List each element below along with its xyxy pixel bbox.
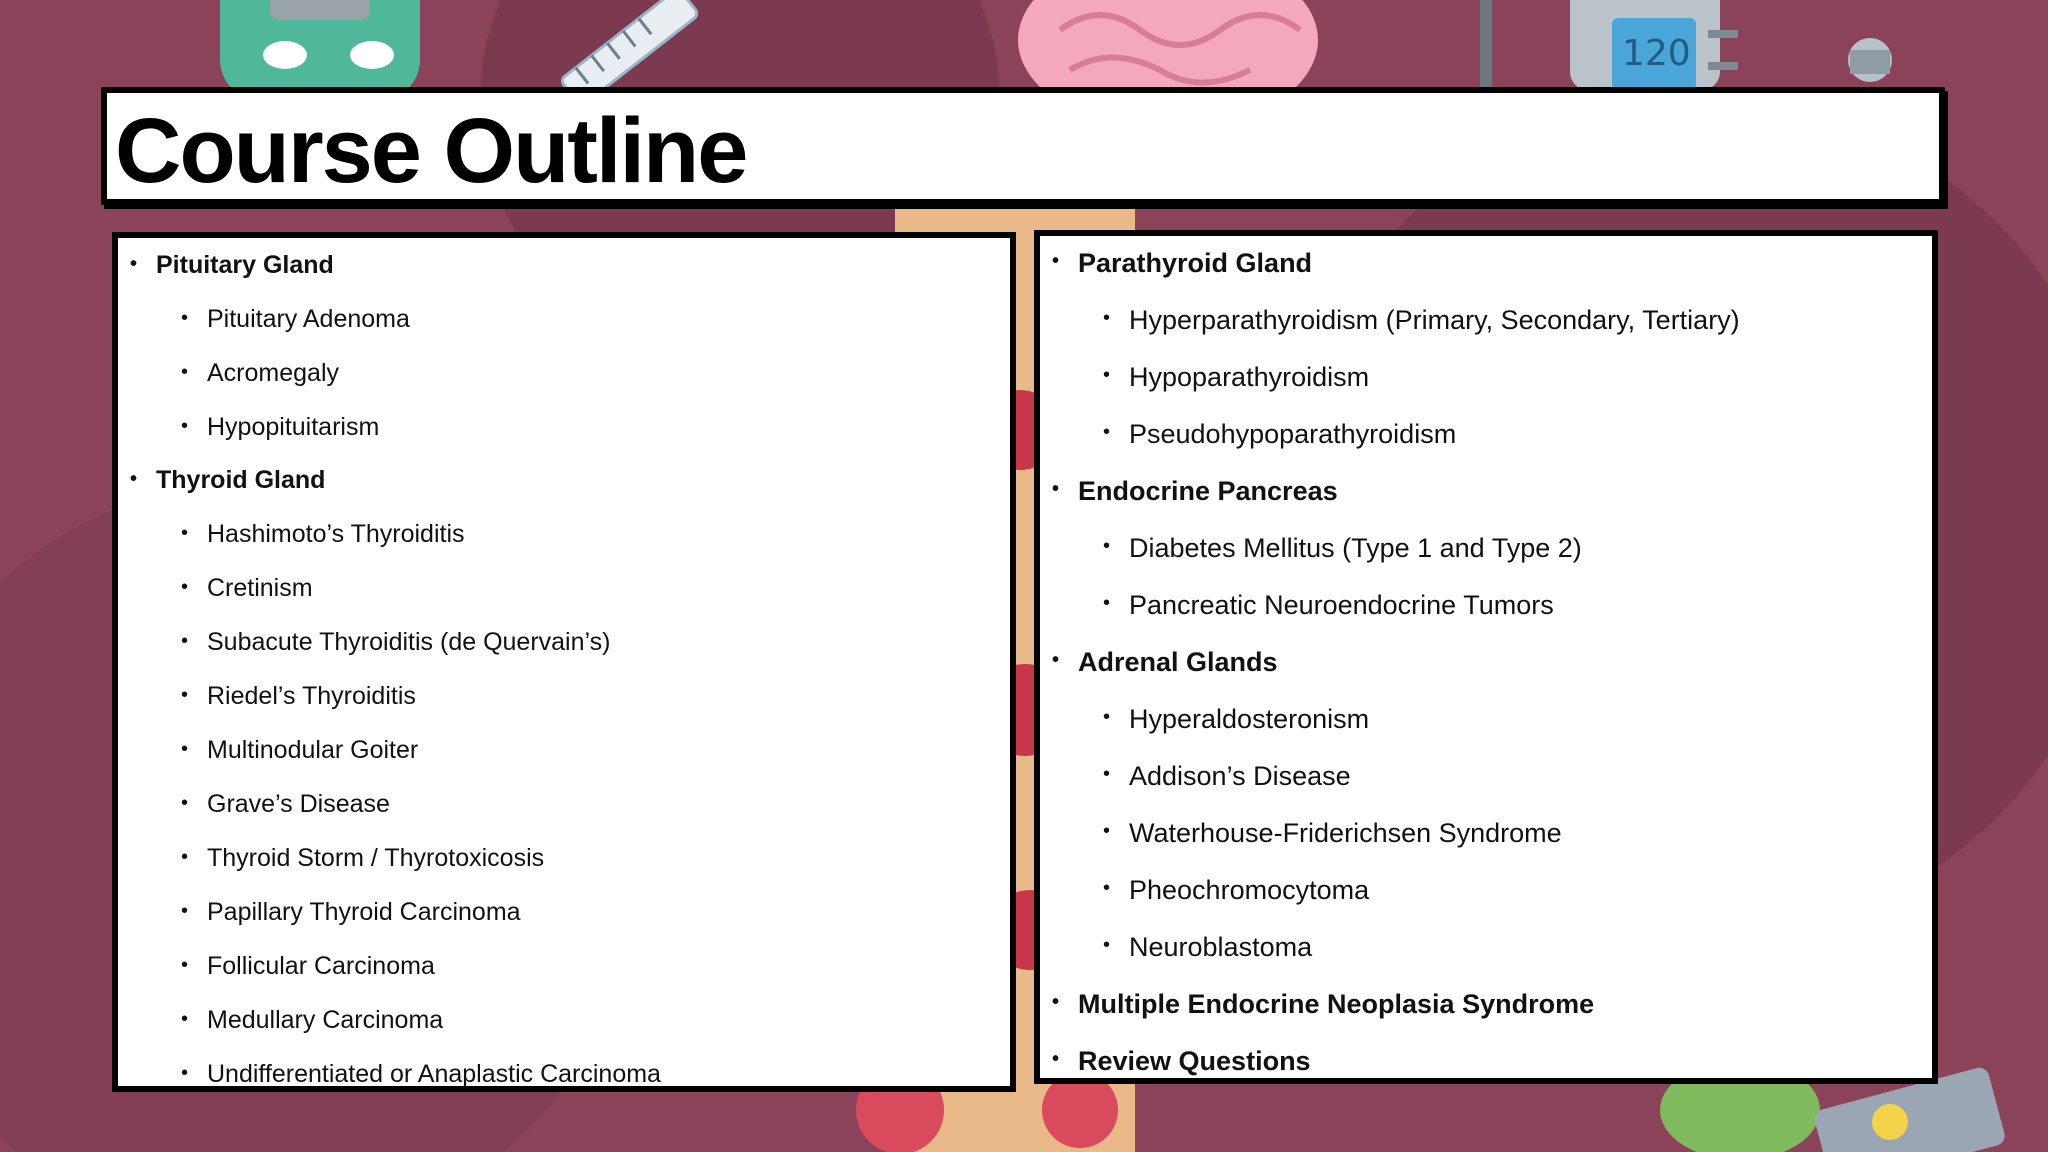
outline-panel-left — [112, 232, 1016, 1092]
bullet-icon: • — [181, 1062, 189, 1084]
outline-panel-right — [1034, 230, 1938, 1084]
bullet-icon: • — [181, 1008, 189, 1030]
bullet-icon: • — [181, 307, 189, 329]
list-item: • Hypopituitarism — [181, 413, 380, 441]
bullet-icon: • — [1103, 535, 1111, 557]
title-bar — [101, 87, 1945, 205]
bullet-icon: • — [1052, 478, 1060, 500]
list-item: • Hyperaldosteronism — [1103, 704, 1370, 734]
bullet-icon: • — [1103, 820, 1111, 842]
bullet-icon: • — [1052, 649, 1060, 671]
bullet-icon: • — [181, 792, 189, 814]
list-item: • Medullary Carcinoma — [181, 1006, 444, 1034]
list-item: • Thyroid Storm / Thyrotoxicosis — [181, 844, 545, 872]
bullet-icon: • — [130, 253, 138, 275]
bullet-icon: • — [181, 630, 189, 652]
list-item: • Multinodular Goiter — [181, 736, 419, 764]
bp-reading: 120 — [1622, 33, 1691, 74]
bullet-icon: • — [181, 576, 189, 598]
bullet-icon: • — [181, 900, 189, 922]
bullet-icon: • — [1103, 307, 1111, 329]
list-item: • Hypoparathyroidism — [1103, 362, 1370, 392]
glucometer-icon — [220, 0, 420, 100]
bullet-icon: • — [130, 468, 138, 490]
bullet-icon: • — [181, 738, 189, 760]
list-item: • Riedel’s Thyroiditis — [181, 682, 416, 710]
bullet-icon: • — [181, 846, 189, 868]
bullet-icon: • — [181, 684, 189, 706]
bullet-icon: • — [1052, 991, 1060, 1013]
list-item: • Hyperparathyroidism (Primary, Secondary, Tertiary) — [1103, 305, 1740, 335]
bullet-icon: • — [181, 522, 189, 544]
list-item: • Pseudohypoparathyroidism — [1103, 419, 1457, 449]
list-item: • Cretinism — [181, 574, 313, 602]
list-item: • Pheochromocytoma — [1103, 875, 1370, 905]
list-item: • Thyroid Gland — [130, 466, 326, 494]
list-item: • Hashimoto’s Thyroiditis — [181, 520, 465, 548]
list-item: • Diabetes Mellitus (Type 1 and Type 2) — [1103, 533, 1582, 563]
list-item: • Neuroblastoma — [1103, 932, 1313, 962]
bullet-icon: • — [1052, 1048, 1060, 1070]
list-item: • Follicular Carcinoma — [181, 952, 435, 980]
list-item: • Undifferentiated or Anaplastic Carcinoma — [181, 1060, 661, 1088]
list-item: • Waterhouse-Friderichsen Syndrome — [1103, 818, 1562, 848]
bullet-icon: • — [1103, 364, 1111, 386]
list-item: • Pancreatic Neuroendocrine Tumors — [1103, 590, 1554, 620]
list-item: • Papillary Thyroid Carcinoma — [181, 898, 521, 926]
bullet-icon: • — [1103, 934, 1111, 956]
bullet-icon: • — [1103, 877, 1111, 899]
list-item: • Review Questions — [1052, 1046, 1311, 1076]
bullet-icon: • — [181, 954, 189, 976]
list-item: • Acromegaly — [181, 359, 339, 387]
list-item: • Adrenal Glands — [1052, 647, 1278, 677]
list-item: • Addison’s Disease — [1103, 761, 1351, 791]
iv-stand-icon — [1848, 38, 1892, 82]
list-item: • Pituitary Gland — [130, 251, 334, 279]
list-item: • Grave’s Disease — [181, 790, 390, 818]
bullet-icon: • — [1103, 592, 1111, 614]
bullet-icon: • — [1103, 421, 1111, 443]
bullet-icon: • — [1103, 763, 1111, 785]
bullet-icon: • — [1052, 250, 1060, 272]
list-item: • Subacute Thyroiditis (de Quervain’s) — [181, 628, 611, 656]
list-item: • Multiple Endocrine Neoplasia Syndrome — [1052, 989, 1595, 1019]
bullet-icon: • — [181, 361, 189, 383]
list-item: • Endocrine Pancreas — [1052, 476, 1338, 506]
list-item: • Parathyroid Gland — [1052, 248, 1313, 278]
list-item: • Pituitary Adenoma — [181, 305, 410, 333]
bullet-icon: • — [1103, 706, 1111, 728]
page-title: Course Outline — [115, 100, 747, 202]
bullet-icon: • — [181, 415, 189, 437]
